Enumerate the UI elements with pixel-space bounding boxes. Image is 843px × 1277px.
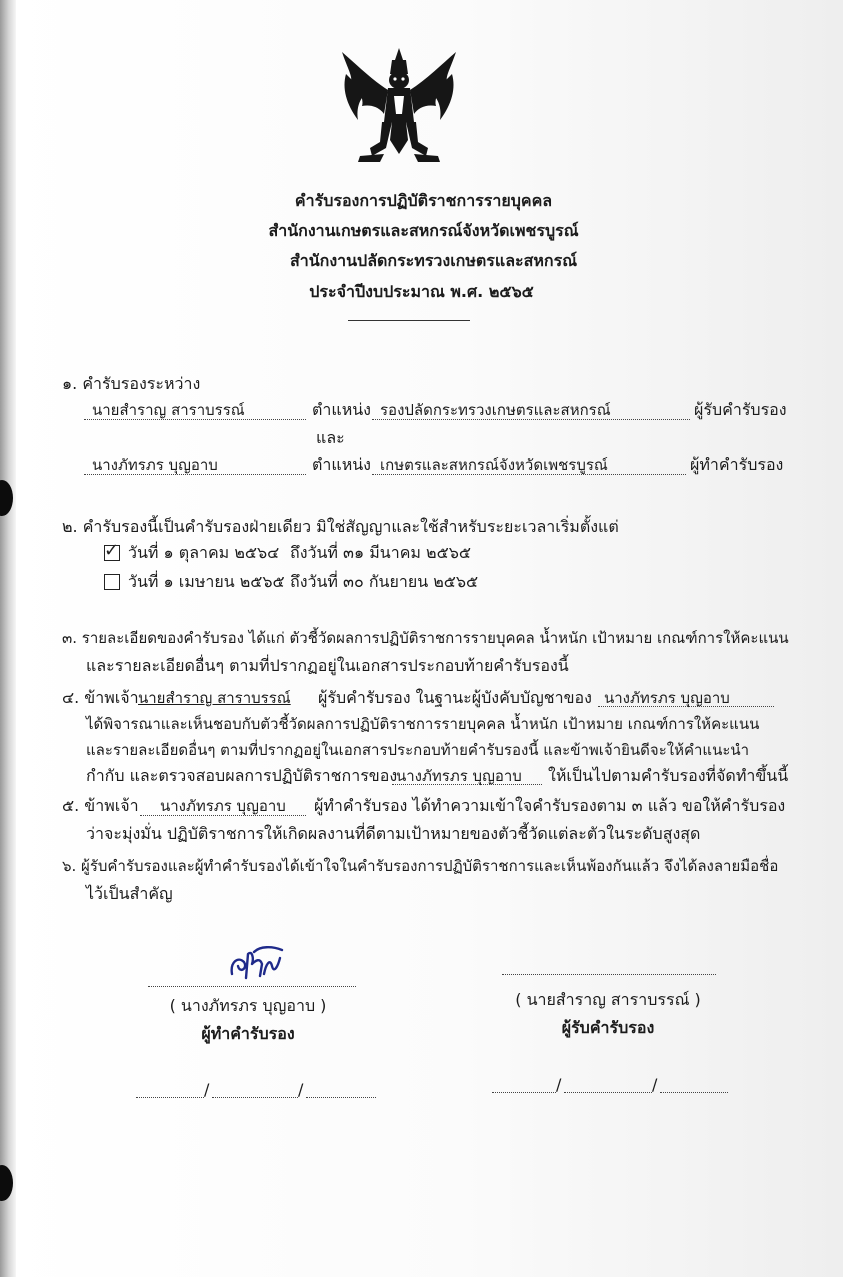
signature-line	[148, 986, 356, 987]
party1-position-label: ตำแหน่ง	[312, 400, 371, 419]
section4-name2: นางภัทรภร บุญอาบ	[604, 689, 730, 707]
dotted-line	[372, 419, 690, 420]
section4-line4-name: นางภัทรภร บุญอาบ	[396, 767, 522, 785]
period2-from: วันที่ ๑ เมษายน ๒๕๖๕	[128, 572, 285, 591]
and-label: และ	[316, 428, 345, 447]
check-mark-icon: ✓	[104, 540, 120, 561]
party2-name: นางภัทรภร บุญอาบ	[92, 456, 218, 474]
section4-prefix: ๔. ข้าพเจ้า	[62, 688, 139, 707]
party2-position-label: ตำแหน่ง	[312, 455, 371, 474]
section4-name1: นายสำราญ สาราบรรณ์	[138, 689, 291, 707]
section1-label: ๑. คำรับรองระหว่าง	[62, 374, 201, 393]
party1-position: รองปลัดกระทรวงเกษตรและสหกรณ์	[380, 401, 611, 419]
right-signer-role: ผู้รับคำรับรอง	[561, 1018, 655, 1037]
dotted-line	[84, 474, 306, 475]
date-day-line	[136, 1097, 204, 1098]
section6-line1: ๖. ผู้รับคำรับรองและผู้ทำคำรับรองได้เข้าใจในคำรับรองการปฏิบัติราชการและเห็นพ้องกันแล้ว จึงได้ลงลายมือชื่อ	[62, 857, 779, 875]
party2-position: เกษตรและสหกรณ์จังหวัดเพชรบูรณ์	[380, 456, 608, 474]
left-signer-role: ผู้ทำคำรับรอง	[201, 1024, 295, 1043]
section2-label: ๒. คำรับรองนี้เป็นคำรับรองฝ่ายเดียว มิใช่สัญญาและใช้สำหรับระยะเวลาเริ่มตั้งแต่	[62, 517, 619, 536]
section4-line2: ได้พิจารณาและเห็นชอบกับตัวชี้วัดผลการปฏิบัติราชการรายบุคคล น้ำหนัก เป้าหมาย เกณฑ์การให้คะแนน	[86, 715, 760, 733]
title-underline	[348, 320, 470, 321]
date-slash: /	[652, 1075, 658, 1094]
period1-to: ถึงวันที่ ๓๑ มีนาคม ๒๕๖๕	[290, 543, 471, 562]
garuda-emblem-icon	[336, 44, 462, 166]
section4-line3: และรายละเอียดอื่นๆ ตามที่ปรากฏอยู่ในเอกสารประกอบท้ายคำรับรองนี้ และข้าพเจ้ายินดีจะให้คำแนะนำ	[86, 741, 750, 759]
dotted-line	[392, 784, 542, 785]
title-line-3: สำนักงานปลัดกระทรวงเกษตรและสหกรณ์	[289, 251, 578, 270]
handwritten-signature	[226, 944, 288, 984]
party1-name: นายสำราญ สาราบรรณ์	[92, 401, 245, 419]
date-day-line	[492, 1092, 556, 1093]
section4-line4-b: ให้เป็นไปตามคำรับรองที่จัดทำขึ้นนี้	[548, 766, 789, 785]
section5-name: นางภัทรภร บุญอาบ	[160, 797, 286, 815]
section4-line4-a: กำกับ และตรวจสอบผลการปฏิบัติราชการของ	[86, 766, 398, 785]
date-month-line	[564, 1092, 652, 1093]
period1-from: วันที่ ๑ ตุลาคม ๒๕๖๔	[128, 543, 280, 562]
party1-role: ผู้รับคำรับรอง	[694, 400, 787, 419]
period2-to: ถึงวันที่ ๓๐ กันยายน ๒๕๖๕	[290, 572, 479, 591]
section5-prefix: ๕. ข้าพเจ้า	[62, 796, 139, 815]
left-signer-name: ( นางภัทรภร บุญอาบ )	[169, 996, 327, 1015]
section5-line2: ว่าจะมุ่งมั่น ปฏิบัติราชการให้เกิดผลงานที่ดีตามเป้าหมายของตัวชี้วัดแต่ละตัวในระดับสูงสุด	[86, 824, 701, 843]
date-slash: /	[204, 1080, 210, 1099]
signature-line	[502, 974, 716, 975]
dotted-line	[598, 706, 774, 707]
dotted-line	[84, 419, 306, 420]
period2-checkbox[interactable]	[104, 574, 120, 590]
party2-role: ผู้ทำคำรับรอง	[690, 455, 784, 474]
section3-line2: และรายละเอียดอื่นๆ ตามที่ปรากฏอยู่ในเอกสารประกอบท้ายคำรับรองนี้	[86, 656, 569, 675]
section3-line1: ๓. รายละเอียดของคำรับรอง ได้แก่ ตัวชี้วัดผลการปฏิบัติราชการรายบุคคล น้ำหนัก เป้าหมาย เกณฑ์การให้คะแนน	[62, 629, 789, 647]
dotted-line	[140, 815, 306, 816]
section5-rest: ผู้ทำคำรับรอง ได้ทำความเข้าใจคำรับรองตาม ๓ แล้ว ขอให้คำรับรอง	[314, 796, 786, 815]
date-year-line	[306, 1097, 376, 1098]
section4-mid: ผู้รับคำรับรอง ในฐานะผู้บังคับบัญชาของ	[318, 688, 592, 707]
period1-checkbox[interactable]	[104, 540, 120, 561]
date-month-line	[212, 1097, 298, 1098]
title-line-4: ประจำปีงบประมาณ พ.ศ. ๒๕๖๕	[309, 282, 534, 301]
dotted-line	[372, 474, 686, 475]
title-line-2: สำนักงานเกษตรและสหกรณ์จังหวัดเพชรบูรณ์	[268, 221, 579, 240]
title-line-1: คำรับรองการปฏิบัติราชการรายบุคคล	[294, 191, 553, 210]
right-signer-name: ( นายสำราญ สาราบรรณ์ )	[515, 990, 701, 1009]
section6-line2: ไว้เป็นสำคัญ	[86, 884, 173, 903]
date-slash: /	[556, 1075, 562, 1094]
date-slash: /	[298, 1080, 304, 1099]
date-year-line	[660, 1092, 728, 1093]
